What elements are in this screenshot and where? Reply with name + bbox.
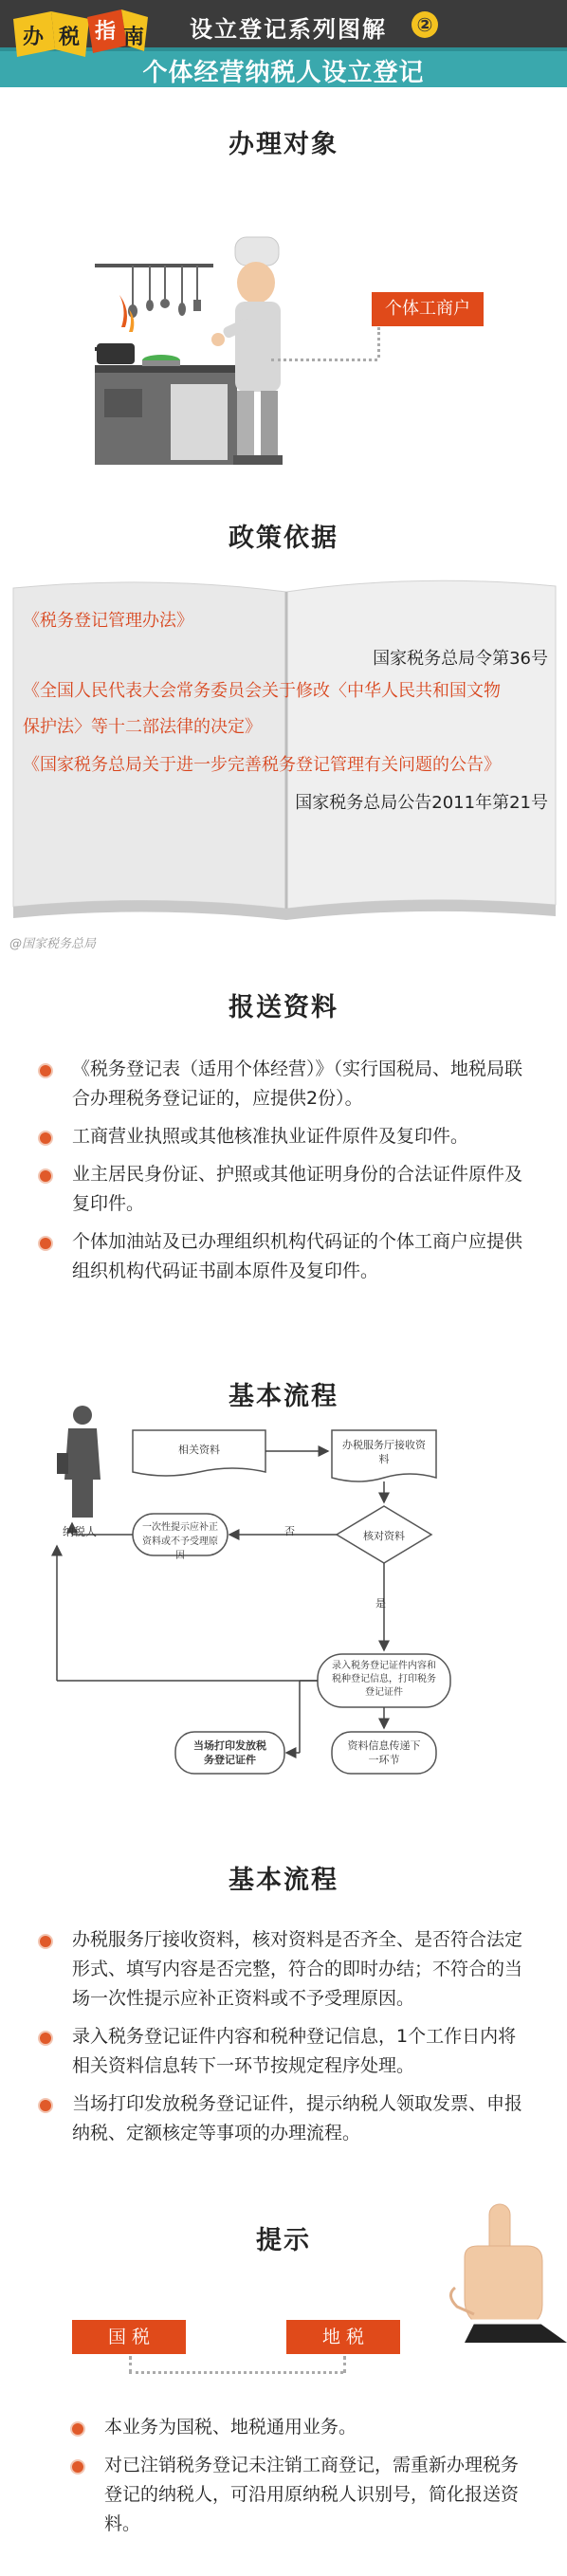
tips-item [70,2413,525,2442]
badge-char-4: 南 [123,26,145,49]
flow-enter: 录入税务登记证件内容和税种登记信息，打印税务登记证件 [332,1661,436,1698]
header [0,0,567,87]
section-policy-title: 政策依据 [229,524,338,553]
section-tips-title: 提示 [256,2226,311,2255]
materials-item-text: 工商营业执照或其他核准执业证件原件及复印件。 [72,1126,469,1147]
target-connector-vertical [377,327,380,358]
target-connector [271,359,377,361]
target-label: 个体工商户 [372,292,484,326]
policy-line-5: 《国家税务总局关于进一步完善税务登记管理有关问题的公告》 [23,755,501,775]
policy-list [23,607,554,818]
series-number [412,11,438,38]
policy-line-4: 保护法〉等十二部法律的决定》 [23,717,262,737]
badge-char-1: 办 [23,26,45,49]
flow-issue: 当场打印发放税务登记证件 [193,1739,266,1766]
policy-line-3: 《全国人民代表大会常务委员会关于修改〈中华人民共和国文物 [23,681,501,701]
tips-connector [129,2371,343,2374]
series-number-text: ② [416,13,433,36]
flow-reject: 一次性提示应补正资料或不予受理原因 [142,1522,218,1561]
pointing-hand-icon [436,2200,567,2343]
badge-char-2: 税 [59,26,81,49]
tips-item-text: 对已注销税务登记未注销工商登记，需重新办理税务登记的纳税人，可沿用原纳税人识别号，简化报送资料。 [104,2455,520,2534]
bullet-icon [38,2098,53,2113]
tips-connector-right [343,2356,346,2373]
section-flow-text-title: 基本流程 [229,1866,338,1895]
section-target-title: 办理对象 [229,130,338,159]
materials-item [38,1160,531,1219]
bullet-icon [70,2421,85,2437]
policy-line-1: 《税务登记管理办法》 [23,611,193,631]
flow-check: 核对资料 [363,1530,405,1542]
flow-list [38,1925,531,2157]
materials-item-text: 个体加油站及已办理组织机构代码证的个体工商户应提供组织机构代码证书副本原件及复印件。 [72,1231,523,1281]
materials-item [38,1227,531,1286]
tips-list [70,2413,525,2548]
flow-materials: 相关资料 [178,1444,220,1456]
materials-item-text: 业主居民身份证、护照或其他证明身份的合法证件原件及复印件。 [72,1164,523,1214]
materials-item [38,1122,531,1151]
flow-receive: 办税服务厅接收资料 [342,1439,426,1465]
bullet-icon [38,1236,53,1251]
tips-connector-left [129,2356,132,2373]
tips-item-text: 本业务为国税、地税通用业务。 [104,2417,357,2438]
bullet-icon [38,1934,53,1949]
flow-item-text: 录入税务登记证件内容和税种登记信息，1个工作日内将相关资料信息转下一环节按规定程序处理。 [72,2026,517,2076]
policy-line-6: 国家税务总局公告2011年第21号 [295,793,548,813]
dishui-label: 地 税 [286,2320,400,2354]
flow-person-label: 纳税人 [63,1525,98,1538]
bullet-icon [38,1168,53,1184]
flow-item-text: 当场打印发放税务登记证件，提示纳税人领取发票、申报纳税、定额核定等事项的办理流程。 [72,2093,523,2144]
flow-item [38,1925,531,2014]
series-title: 设立登记系列图解 [190,16,387,43]
materials-item-text: 《税务登记表（适用个体经营）》（实行国税局、地税局联合办理税务登记证的，应提供2份）。 [72,1058,523,1109]
section-materials-title: 报送资料 [229,993,338,1022]
badge-char-3: 指 [95,20,117,44]
tips-item [70,2451,525,2539]
section-flow-title: 基本流程 [229,1382,338,1411]
materials-list [38,1055,531,1295]
policy-line-2: 国家税务总局令第36号 [373,649,548,669]
bullet-icon [38,2031,53,2046]
banner-title: 个体经营纳税人设立登记 [142,59,425,87]
flow-transfer: 资料信息传递下一环节 [347,1739,421,1766]
bullet-icon [38,1131,53,1146]
flow-item [38,2022,531,2081]
bullet-icon [70,2459,85,2475]
flow-item [38,2089,531,2148]
flow-no: 否 [284,1525,295,1537]
chef-illustration [95,228,322,465]
watermark: @国家税务总局 [9,937,97,951]
guoshui-label: 国 税 [72,2320,186,2354]
flow-item-text: 办税服务厅接收资料，核对资料是否齐全、是否符合法定形式、填写内容是否完整，符合的即时办结；不符合的当场一次性提示应补正资料或不予受理原因。 [72,1929,523,2009]
materials-item [38,1055,531,1113]
bullet-icon [38,1063,53,1078]
flow-yes: 是 [375,1597,386,1610]
flowchart [0,1385,567,1802]
